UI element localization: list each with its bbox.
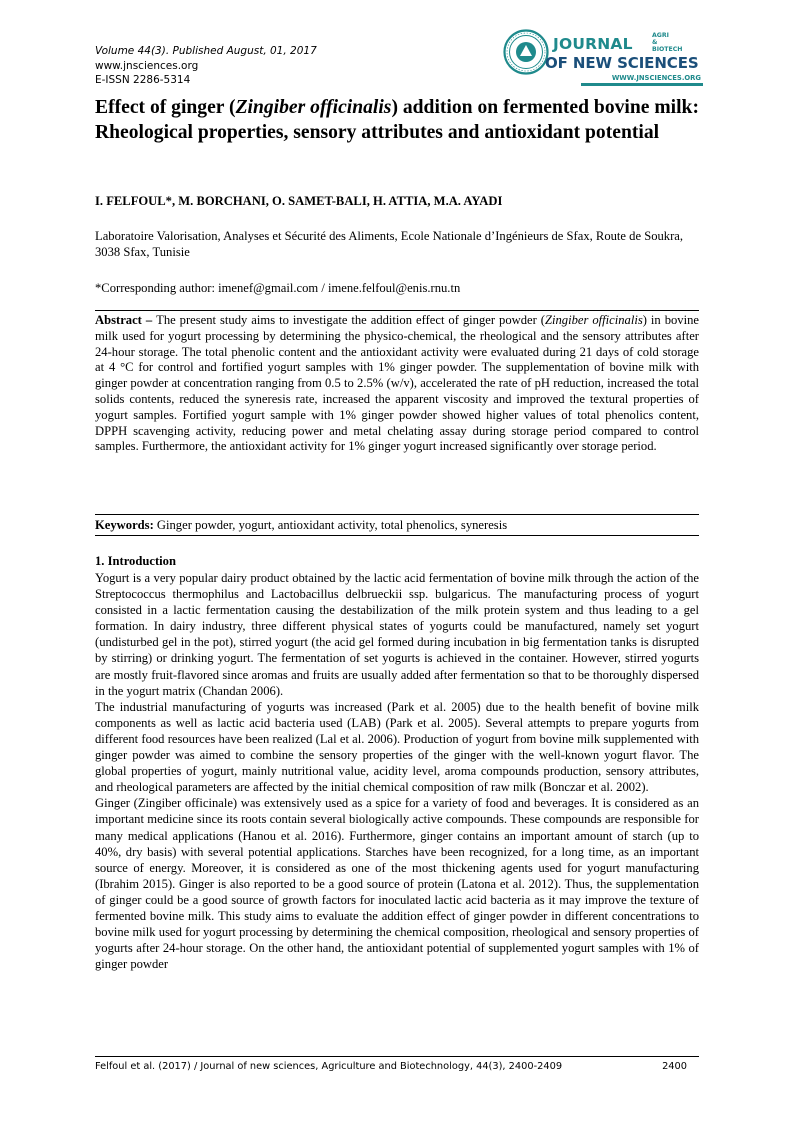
footer-citation: Felfoul et al. (2017) / Journal of new sciences, Agriculture and Biotechnology, 44(3), 2400-2409 — [95, 1061, 563, 1072]
introduction-body — [95, 570, 699, 972]
logo-biotech: BIOTECH — [652, 46, 683, 53]
abstract-species: Zingiber officinalis — [545, 313, 643, 327]
paragraph: Yogurt is a very popular dairy product obtained by the lactic acid fermentation of bovine milk through the action of the Streptococcus thermophilus and Lactobacillus delbrueckii ssp. bulgaricus. The manufacturing process of yogurt consisted in a lactic fermentation causing the destabilization of the milk protein system and thus leading to a gel formation. In dairy industry, three different physical states of yogurts could be manufactured, namely set yogurt (undisturbed gel in the pot), stirred yogurt (the acid gel formed during incubation in big fermentation tanks is disrupted by stirring) or drinking yogurt. The fermentation of set yogurts is achieved in the container. However, stirred yogurts are mostly fruit-flavored since aromas and fruits are usually added after fermentation so that to be thoroughly dispersed in the yogurt matrix (Chandan 2006). — [95, 571, 699, 698]
keywords — [95, 518, 699, 533]
page-footer — [95, 1061, 699, 1072]
journal-website: www.jnsciences.org — [95, 59, 199, 72]
title-text-rest: ) addition on fermented bovine milk: Rheological properties, sensory attributes and antioxidant potential — [95, 97, 699, 143]
journal-header-meta — [95, 44, 317, 88]
corresponding-author: *Corresponding author: imenef@gmail.com / imene.felfoul@enis.rnu.tn — [95, 281, 461, 295]
article-title — [95, 96, 699, 145]
title-text: Effect of ginger ( — [95, 97, 236, 118]
keywords-text: Ginger powder, yogurt, antioxidant activity, total phenolics, syneresis — [153, 518, 508, 532]
authors: I. FELFOUL*, M. BORCHANI, O. SAMET-BALI, H. ATTIA, M.A. AYADI — [95, 194, 503, 208]
title-species: Zingiber officinalis — [235, 97, 392, 118]
journal-seal-icon — [503, 29, 549, 75]
page-number: 2400 — [662, 1061, 687, 1072]
abstract-text-rest: ) in bovine milk used for yogurt processing by determining the physico-chemical, the rheological and the sensory attributes after 24-hour storage. The total phenolic content and the antioxidant activity were evaluated during 21 days of cold storage at 4 °C for control and fortified yogurt samples with 1% ginger powder. The supplementation of bovine milk with ginger powder at concentration ranging from 0.5 to 2.5% (w/v), accelerated the rate of pH reduction, increased the total solids contents, reduced the syneresis rate, increased the apparent viscosity and improved the textural properties of yogurt samples. Fortified yogurt sample with 1% ginger powder showed higher values of total phenolics content, DPPH scavenging activity, reducing power and metal chelating assay during storage period compared to control samples. Furthermore, the antioxidant activity for 1% ginger yogurt increased significantly over storage period. — [95, 313, 699, 454]
footer-rule — [95, 1056, 699, 1057]
logo-new-sciences: OF NEW SCIENCES — [545, 54, 699, 72]
keywords-label: Keywords: — [95, 518, 154, 532]
logo-amp: & — [652, 39, 658, 46]
logo-underline — [581, 83, 703, 86]
keywords-bottom-rule — [95, 535, 699, 536]
section-heading: 1. Introduction — [95, 554, 176, 568]
abstract-bottom-rule — [95, 514, 699, 515]
journal-logo — [503, 29, 703, 87]
paragraph: The industrial manufacturing of yogurts was increased (Park et al. 2005) due to the health benefit of bovine milk components as well as lactic acid bacteria used (LAB) (Park et al. 2005). Several attempts to prepare yogurts from different food resources have been realized (Lal et al. 2006). Production of yogurt from bovine milk supplemented with ginger powder was aimed to combine the sensory properties of the ginger with the well-known yogurt flavor. The global properties of yogurt, mainly nutritional value, acidity level, aroma compounds production, sensory attributes, and rheological parameters are affected by the initial chemical composition of raw milk (Bonczar et al. 2002). — [95, 699, 699, 795]
paragraph: Ginger (Zingiber officinale) was extensively used as a spice for a variety of food and beverages. It is considered as an important medicine since its roots contain several biologically active compounds. These compounds are responsible for many medical applications (Hanou et al. 2016). Furthermore, ginger contains an important amount of starch (up to 40%, dry basis) with several potential applications. Starches have been recognized, for a long time, as an important source of energy. Moreover, it is considered as one of the most thickening agents used for yogurt manufacturing (Ibrahim 2015). Ginger is also reported to be a good source of protein (Latona et al. 2012). Thus, the supplementation of ginger could be a good source of growth factors for inoculated lactic acid bacteria as it may improve the texture of fermented bovine milk. This study aims to evaluate the addition effect of ginger powder in different concentrations to bovine milk used for yogurt processing by determining the chemical composition, rheological and sensory properties of yogurts after 24-hour storage. On the other hand, the antioxidant potential of supplemented yogurt samples with 1% of ginger powder — [95, 796, 699, 972]
abstract-top-rule — [95, 310, 699, 311]
abstract-text: The present study aims to investigate the addition effect of ginger powder ( — [156, 313, 545, 327]
abstract-label: Abstract – — [95, 313, 157, 327]
abstract — [95, 313, 699, 455]
volume-info: Volume 44(3). Published August, 01, 2017 — [95, 45, 317, 57]
logo-url: WWW.JNSCIENCES.ORG — [611, 74, 701, 82]
affiliation: Laboratoire Valorisation, Analyses et Sécurité des Aliments, Ecole Nationale d’Ingénieurs de Sfax, Route de Soukra, 3038 Sfax, Tunisie — [95, 229, 684, 259]
logo-agri: AGRI — [652, 32, 669, 39]
journal-issn: E-ISSN 2286-5314 — [95, 74, 191, 86]
logo-journal-word: JOURNAL — [553, 35, 633, 53]
logo-agri-biotech — [652, 32, 682, 53]
